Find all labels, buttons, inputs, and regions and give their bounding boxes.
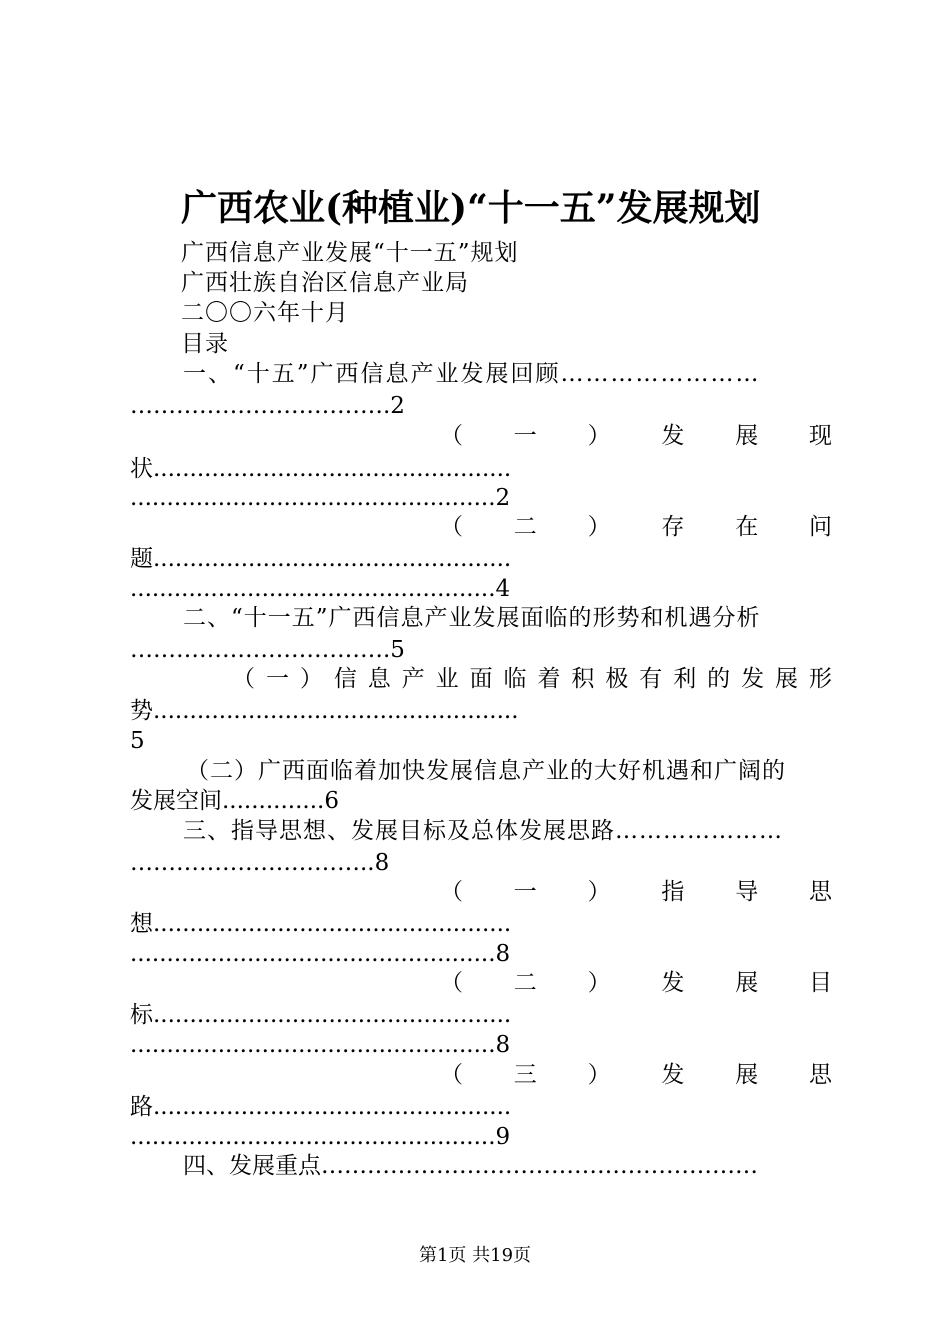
- toc-entry-s1-page: …………………………….2: [130, 393, 405, 419]
- toc-entry-s2-1[interactable]: [232, 664, 832, 694]
- toc-entry-s3-2-page: ..................................................8: [130, 1032, 511, 1058]
- toc-spread-char: 一: [513, 423, 537, 449]
- toc-entry-s1-2-page: ..................................................4: [130, 576, 511, 602]
- toc-spread-char: 息: [367, 666, 391, 692]
- toc-spread-char: 现: [808, 423, 832, 449]
- toc-spread-char: 利: [673, 666, 697, 692]
- toc-spread-char: 展: [735, 1062, 759, 1088]
- toc-spread-char: 展: [735, 423, 759, 449]
- toc-spread-char: 发: [661, 970, 685, 996]
- toc-spread-char: ）: [587, 879, 611, 905]
- toc-entry-s3-1-page: ..................................................8: [130, 941, 511, 967]
- toc-entry-s3-1-dots: 想.................................................: [130, 911, 512, 937]
- document-subtitle: 广西信息产业发展“十一五”规划: [181, 240, 519, 266]
- toc-spread-char: 极: [605, 666, 629, 692]
- toc-spread-char: （: [440, 879, 463, 905]
- toc-spread-char: 在: [735, 514, 759, 540]
- toc-entry-s1-2-dots: 题.................................................: [130, 546, 512, 572]
- toc-entry-s2-1-page: 5: [130, 728, 145, 754]
- toc-spread-char: （: [232, 666, 255, 692]
- toc-entry-s1-1-dots: 状.................................................: [130, 456, 512, 482]
- toc-spread-char: ）: [587, 514, 611, 540]
- toc-spread-char: （: [440, 423, 463, 449]
- toc-entry-s3-1[interactable]: [440, 877, 832, 907]
- toc-entry-s3-3-page: ..................................................9: [130, 1124, 511, 1150]
- toc-spread-char: 二: [513, 514, 537, 540]
- toc-spread-char: 指: [661, 879, 685, 905]
- toc-spread-char: 思: [808, 1062, 832, 1088]
- toc-entry-s2-1-dots: 势..................................................: [130, 698, 519, 724]
- toc-spread-char: 一: [265, 666, 289, 692]
- toc-spread-char: 目: [808, 970, 832, 996]
- toc-entry-s3-2-dots: 标.................................................: [130, 1002, 512, 1028]
- document-title: 广西农业(种植业)“十一五”发展规划: [181, 187, 761, 229]
- toc-spread-char: 一: [513, 879, 537, 905]
- toc-entry-s1[interactable]: 一、“十五”广西信息产业发展回顾……………………: [183, 361, 761, 387]
- toc-spread-char: 有: [639, 666, 663, 692]
- toc-spread-char: ）: [587, 970, 611, 996]
- toc-entry-s3-2[interactable]: [440, 968, 832, 998]
- toc-entry-s2-2[interactable]: （二）广西面临着加快发展信息产业的大好机遇和广阔的: [186, 758, 786, 784]
- toc-spread-char: 业: [435, 666, 459, 692]
- toc-spread-char: 发: [741, 666, 765, 692]
- toc-entry-s1-1[interactable]: [440, 421, 832, 451]
- toc-spread-char: 展: [775, 666, 798, 692]
- toc-spread-char: 产: [401, 666, 425, 692]
- toc-entry-s3-page: …………………………..8: [130, 850, 390, 876]
- document-date: 二〇〇六年十月: [181, 300, 349, 326]
- toc-spread-char: 存: [661, 514, 685, 540]
- toc-spread-char: 二: [513, 970, 537, 996]
- toc-spread-char: （: [440, 514, 463, 540]
- toc-spread-char: 临: [503, 666, 527, 692]
- toc-spread-char: 三: [513, 1062, 537, 1088]
- toc-spread-char: 发: [661, 1062, 685, 1088]
- toc-spread-char: 发: [661, 423, 685, 449]
- toc-spread-char: 的: [707, 666, 731, 692]
- toc-spread-char: ）: [299, 666, 323, 692]
- toc-spread-char: 导: [735, 879, 759, 905]
- toc-spread-char: 面: [469, 666, 493, 692]
- toc-entry-s2-page: …………………………….5: [130, 637, 405, 663]
- toc-spread-char: （: [440, 1062, 463, 1088]
- toc-entry-s2[interactable]: 二、“十一五”广西信息产业发展面临的形势和机遇分析: [183, 605, 761, 631]
- document-author: 广西壮族自治区信息产业局: [181, 270, 469, 296]
- toc-spread-char: 着: [537, 666, 561, 692]
- toc-entry-s2-2-page: 发展空间..............6: [130, 788, 339, 814]
- toc-entry-s1-1-page: ..................................................2: [130, 485, 511, 511]
- toc-heading: 目录: [181, 331, 229, 357]
- page-footer: 第1页 共19页: [418, 1245, 532, 1266]
- toc-spread-char: 形: [808, 666, 832, 692]
- toc-spread-char: 思: [808, 879, 832, 905]
- toc-spread-char: （: [440, 970, 463, 996]
- toc-entry-s3[interactable]: 三、指导思想、发展目标及总体发展思路…………………: [183, 818, 783, 844]
- toc-entry-s3-3[interactable]: [440, 1060, 832, 1090]
- toc-entry-s4[interactable]: 四、发展重点…………………………………………………: [183, 1153, 758, 1179]
- toc-spread-char: ）: [587, 1062, 611, 1088]
- toc-spread-char: 展: [735, 970, 759, 996]
- toc-spread-char: 问: [808, 514, 832, 540]
- toc-spread-char: 信: [333, 666, 357, 692]
- toc-entry-s1-2[interactable]: [440, 512, 832, 542]
- toc-spread-char: 积: [571, 666, 595, 692]
- toc-spread-char: ）: [587, 423, 611, 449]
- toc-entry-s3-3-dots: 路.................................................: [130, 1094, 512, 1120]
